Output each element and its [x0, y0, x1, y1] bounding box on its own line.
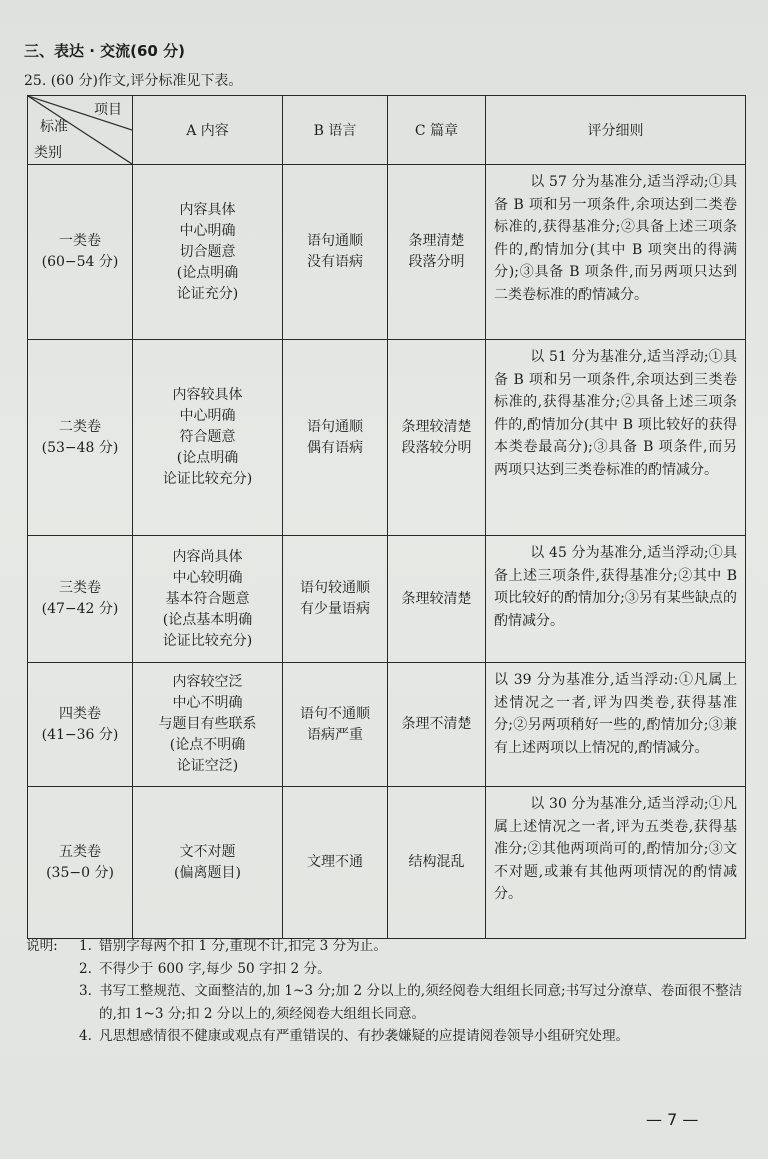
- structure-cell: 条理清楚 段落分明: [388, 165, 486, 340]
- content-cell: 内容尚具体 中心较明确 基本符合题意 (论点基本明确 论证比较充分): [133, 536, 283, 663]
- language-cell: 语句通顺 偶有语病: [283, 340, 388, 536]
- table-row: [28, 787, 746, 939]
- detail-cell: 以 45 分为基准分,适当浮动;①具备上述三项条件,获得基准分;②其中 B 项比较好的酌情加分;③另有某些缺点的酌情减分。: [486, 536, 746, 663]
- header-detail: 评分细则: [486, 96, 746, 165]
- language-cell: 语句不通顺 语病严重: [283, 663, 388, 787]
- detail-cell: 以 51 分为基准分,适当浮动;①具备 B 项和另一项条件,余项达到三类卷标准的,获得基准分;②具备上述三项条件的,酌情加分(其中 B 项比较好的获得本类卷最高分);③具备 B 项条件,而另两项只达到三类卷标准的酌情减分。: [486, 340, 746, 536]
- category-cell: 五类卷 (35−0 分): [28, 787, 133, 939]
- category-cell: 一类卷 (60−54 分): [28, 165, 133, 340]
- header-content: A 内容: [133, 96, 283, 165]
- category-cell: 二类卷 (53−48 分): [28, 340, 133, 536]
- notes-prefix: 说明:: [26, 938, 58, 954]
- header-language: B 语言: [283, 96, 388, 165]
- language-cell: 语句较通顺 有少量语病: [283, 536, 388, 663]
- content-cell: 内容较空泛 中心不明确 与题目有些联系 (论点不明确 论证空泛): [133, 663, 283, 787]
- table-row: [28, 663, 746, 787]
- notes-section: [26, 935, 746, 1048]
- content-cell: 文不对题 (偏离题目): [133, 787, 283, 939]
- corner-cell: [28, 96, 133, 165]
- detail-cell: 以 57 分为基准分,适当浮动;①具备 B 项和另一项条件,余项达到二类卷标准的,获得基准分;②具备上述三项条件的,酌情加分(其中 B 项突出的得满分);③具备 B 项条件,而另两项只达到二类卷标准的酌情减分。: [486, 165, 746, 340]
- rubric-table: [27, 95, 746, 939]
- language-cell: 文理不通: [283, 787, 388, 939]
- language-cell: 语句通顺 没有语病: [283, 165, 388, 340]
- content-cell: 内容具体 中心明确 切合题意 (论点明确 论证充分): [133, 165, 283, 340]
- category-cell: 四类卷 (41−36 分): [28, 663, 133, 787]
- note-item: 说明: 1. 错别字每两个扣 1 分,重现不计,扣完 3 分为止。: [26, 935, 746, 958]
- corner-label-category: 类别: [34, 145, 62, 161]
- corner-label-standard: 标准: [40, 119, 68, 135]
- note-item: 3. 书写工整规范、文面整洁的,加 1~3 分;加 2 分以上的,须经阅卷大组组长同意;书写过分潦草、卷面很不整洁的,扣 1~3 分;扣 2 分以上的,须经阅卷大组组长同意。: [79, 983, 743, 1022]
- header-structure: C 篇章: [388, 96, 486, 165]
- structure-cell: 结构混乱: [388, 787, 486, 939]
- page-number: — 7 —: [646, 1110, 699, 1129]
- table-row: [28, 165, 746, 340]
- category-cell: 三类卷 (47−42 分): [28, 536, 133, 663]
- corner-label-item: 项目: [94, 102, 122, 118]
- detail-cell: 以 39 分为基准分,适当浮动:①凡属上述情况之一者,评为四类卷,获得基准分;②另两项稍好一些的,酌情加分;③兼有上述两项以上情况的,酌情减分。: [486, 663, 746, 787]
- content-cell: 内容较具体 中心明确 符合题意 (论点明确 论证比较充分): [133, 340, 283, 536]
- structure-cell: 条理较清楚 段落较分明: [388, 340, 486, 536]
- detail-cell: 以 30 分为基准分,适当浮动;①凡属上述情况之一者,评为五类卷,获得基准分;②其他两项尚可的,酌情加分;③文不对题,或兼有其他两项情况的酌情减分。: [486, 787, 746, 939]
- question-text: 25. (60 分)作文,评分标准见下表。: [24, 73, 243, 89]
- section-title: 三、表达 · 交流(60 分): [24, 42, 185, 60]
- table-row: [28, 536, 746, 663]
- note-item: 2. 不得少于 600 字,每少 50 字扣 2 分。: [79, 960, 331, 977]
- structure-cell: 条理较清楚: [388, 536, 486, 663]
- structure-cell: 条理不清楚: [388, 663, 486, 787]
- table-row: [28, 340, 746, 536]
- table-header-row: [28, 96, 746, 165]
- note-item: 4. 凡思想感情很不健康或观点有严重错误的、有抄袭嫌疑的应提请阅卷领导小组研究处理。: [79, 1028, 630, 1044]
